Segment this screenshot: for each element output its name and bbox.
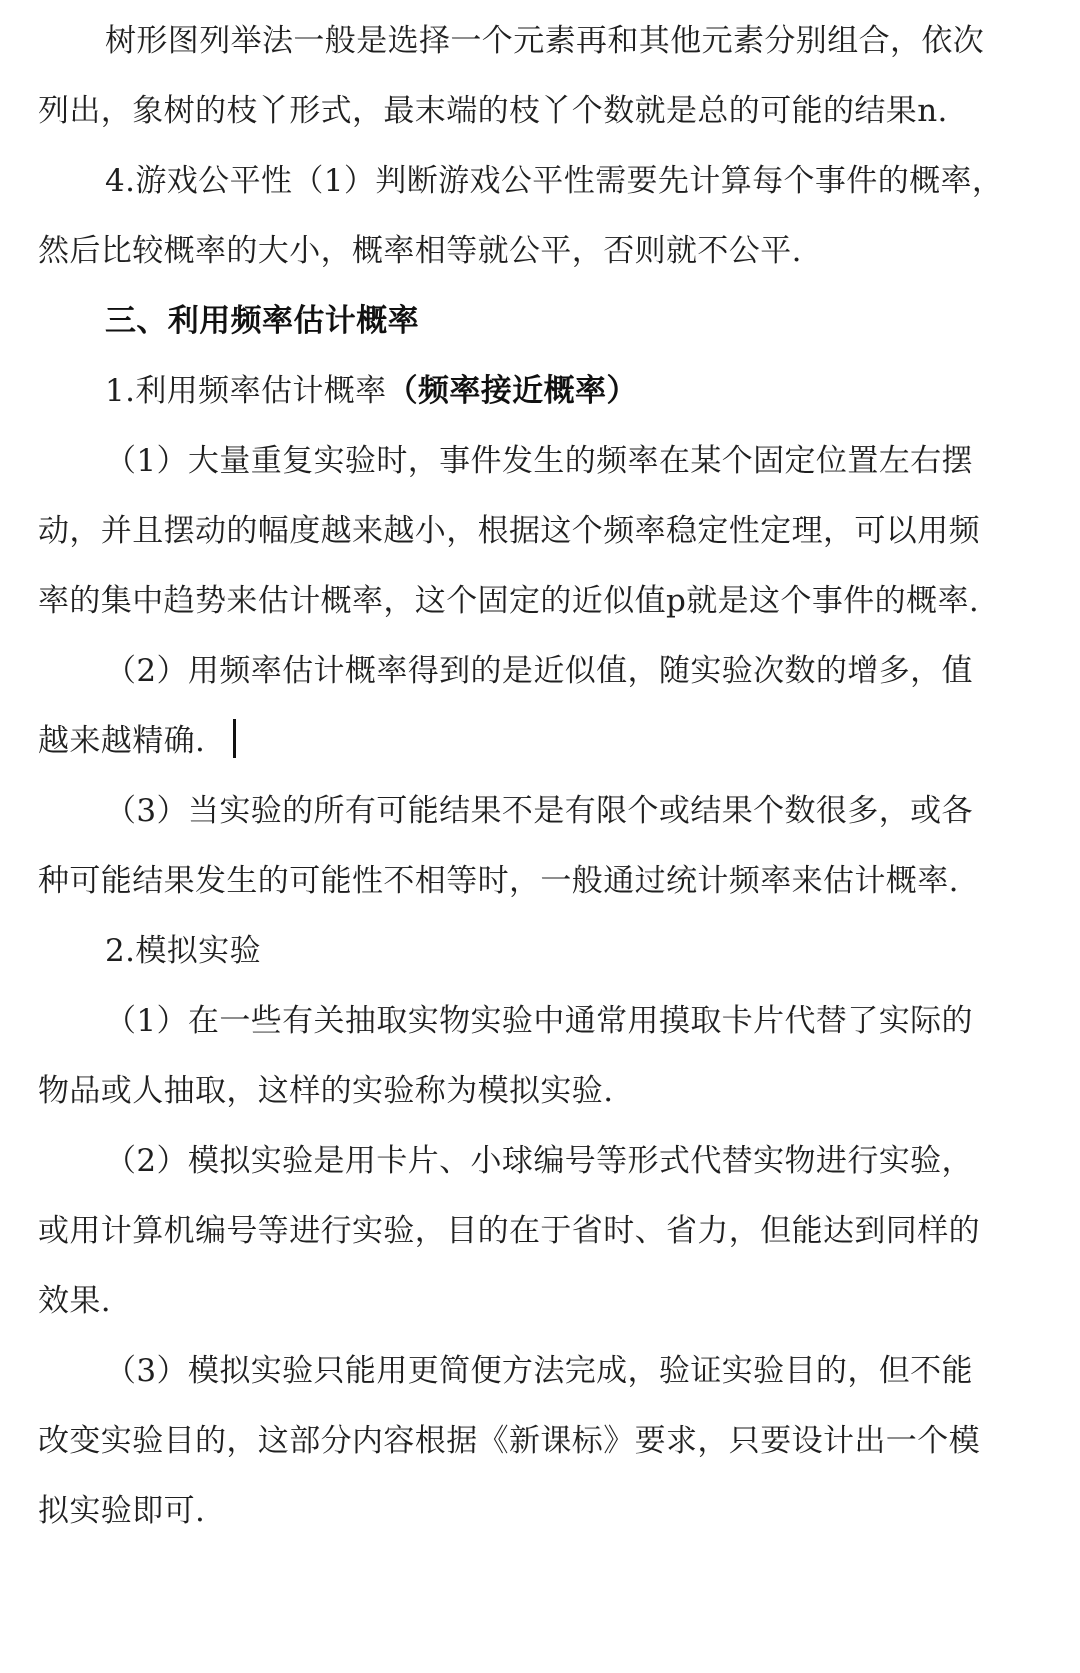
paragraph-line: 然后比较概率的大小，概率相等就公平，否则就不公平. [38, 233, 802, 269]
paragraph-line: （3）当实验的所有可能结果不是有限个或结果个数很多，或各 [105, 793, 973, 829]
paragraph-line: 4.游戏公平性（1）判断游戏公平性需要先计算每个事件的概率， [105, 163, 1004, 199]
paragraph-line: （2）模拟实验是用卡片、小球编号等形式代替实物进行实验， [105, 1143, 973, 1179]
paragraph-line: 改变实验目的，这部分内容根据《新课标》要求，只要设计出一个模 [38, 1423, 980, 1459]
paragraph-line: 动，并且摆动的幅度越来越小，根据这个频率稳定性定理，可以用频 [38, 513, 980, 549]
paragraph-line: 拟实验即可. [38, 1493, 206, 1529]
paragraph-line: 效果. [38, 1283, 112, 1319]
text-cursor[interactable] [233, 719, 236, 758]
subsection-heading: 2.模拟实验 [105, 933, 261, 969]
paragraph-line: （1）在一些有关抽取实物实验中通常用摸取卡片代替了实际的 [105, 1003, 973, 1039]
paragraph-line [38, 717, 1048, 765]
subsection-heading-text: 1.利用频率估计概率 [105, 373, 387, 409]
paragraph-line-text: 越来越精确. [38, 723, 206, 759]
paragraph-line: 列出，象树的枝丫形式，最末端的枝丫个数就是总的可能的结果n. [38, 93, 948, 129]
paragraph-line: （3）模拟实验只能用更简便方法完成，验证实验目的，但不能 [105, 1353, 973, 1389]
paragraph-line: （1）大量重复实验时，事件发生的频率在某个固定位置左右摆 [105, 443, 973, 479]
subsection-heading-note: （频率接近概率） [386, 373, 638, 409]
paragraph-line: 种可能结果发生的可能性不相等时，一般通过统计频率来估计概率. [38, 863, 959, 899]
paragraph-line: 物品或人抽取，这样的实验称为模拟实验. [38, 1073, 614, 1109]
subsection-heading [105, 367, 1050, 415]
paragraph-line: 率的集中趋势来估计概率，这个固定的近似值p就是这个事件的概率. [38, 583, 980, 619]
paragraph-line: 或用计算机编号等进行实验，目的在于省时、省力，但能达到同样的 [38, 1213, 980, 1249]
section-heading: 三、利用频率估计概率 [105, 303, 419, 339]
paragraph-line: 树形图列举法一般是选择一个元素再和其他元素分别组合，依次 [105, 23, 985, 59]
paragraph-line: （2）用频率估计概率得到的是近似值，随实验次数的增多，值 [105, 653, 973, 689]
